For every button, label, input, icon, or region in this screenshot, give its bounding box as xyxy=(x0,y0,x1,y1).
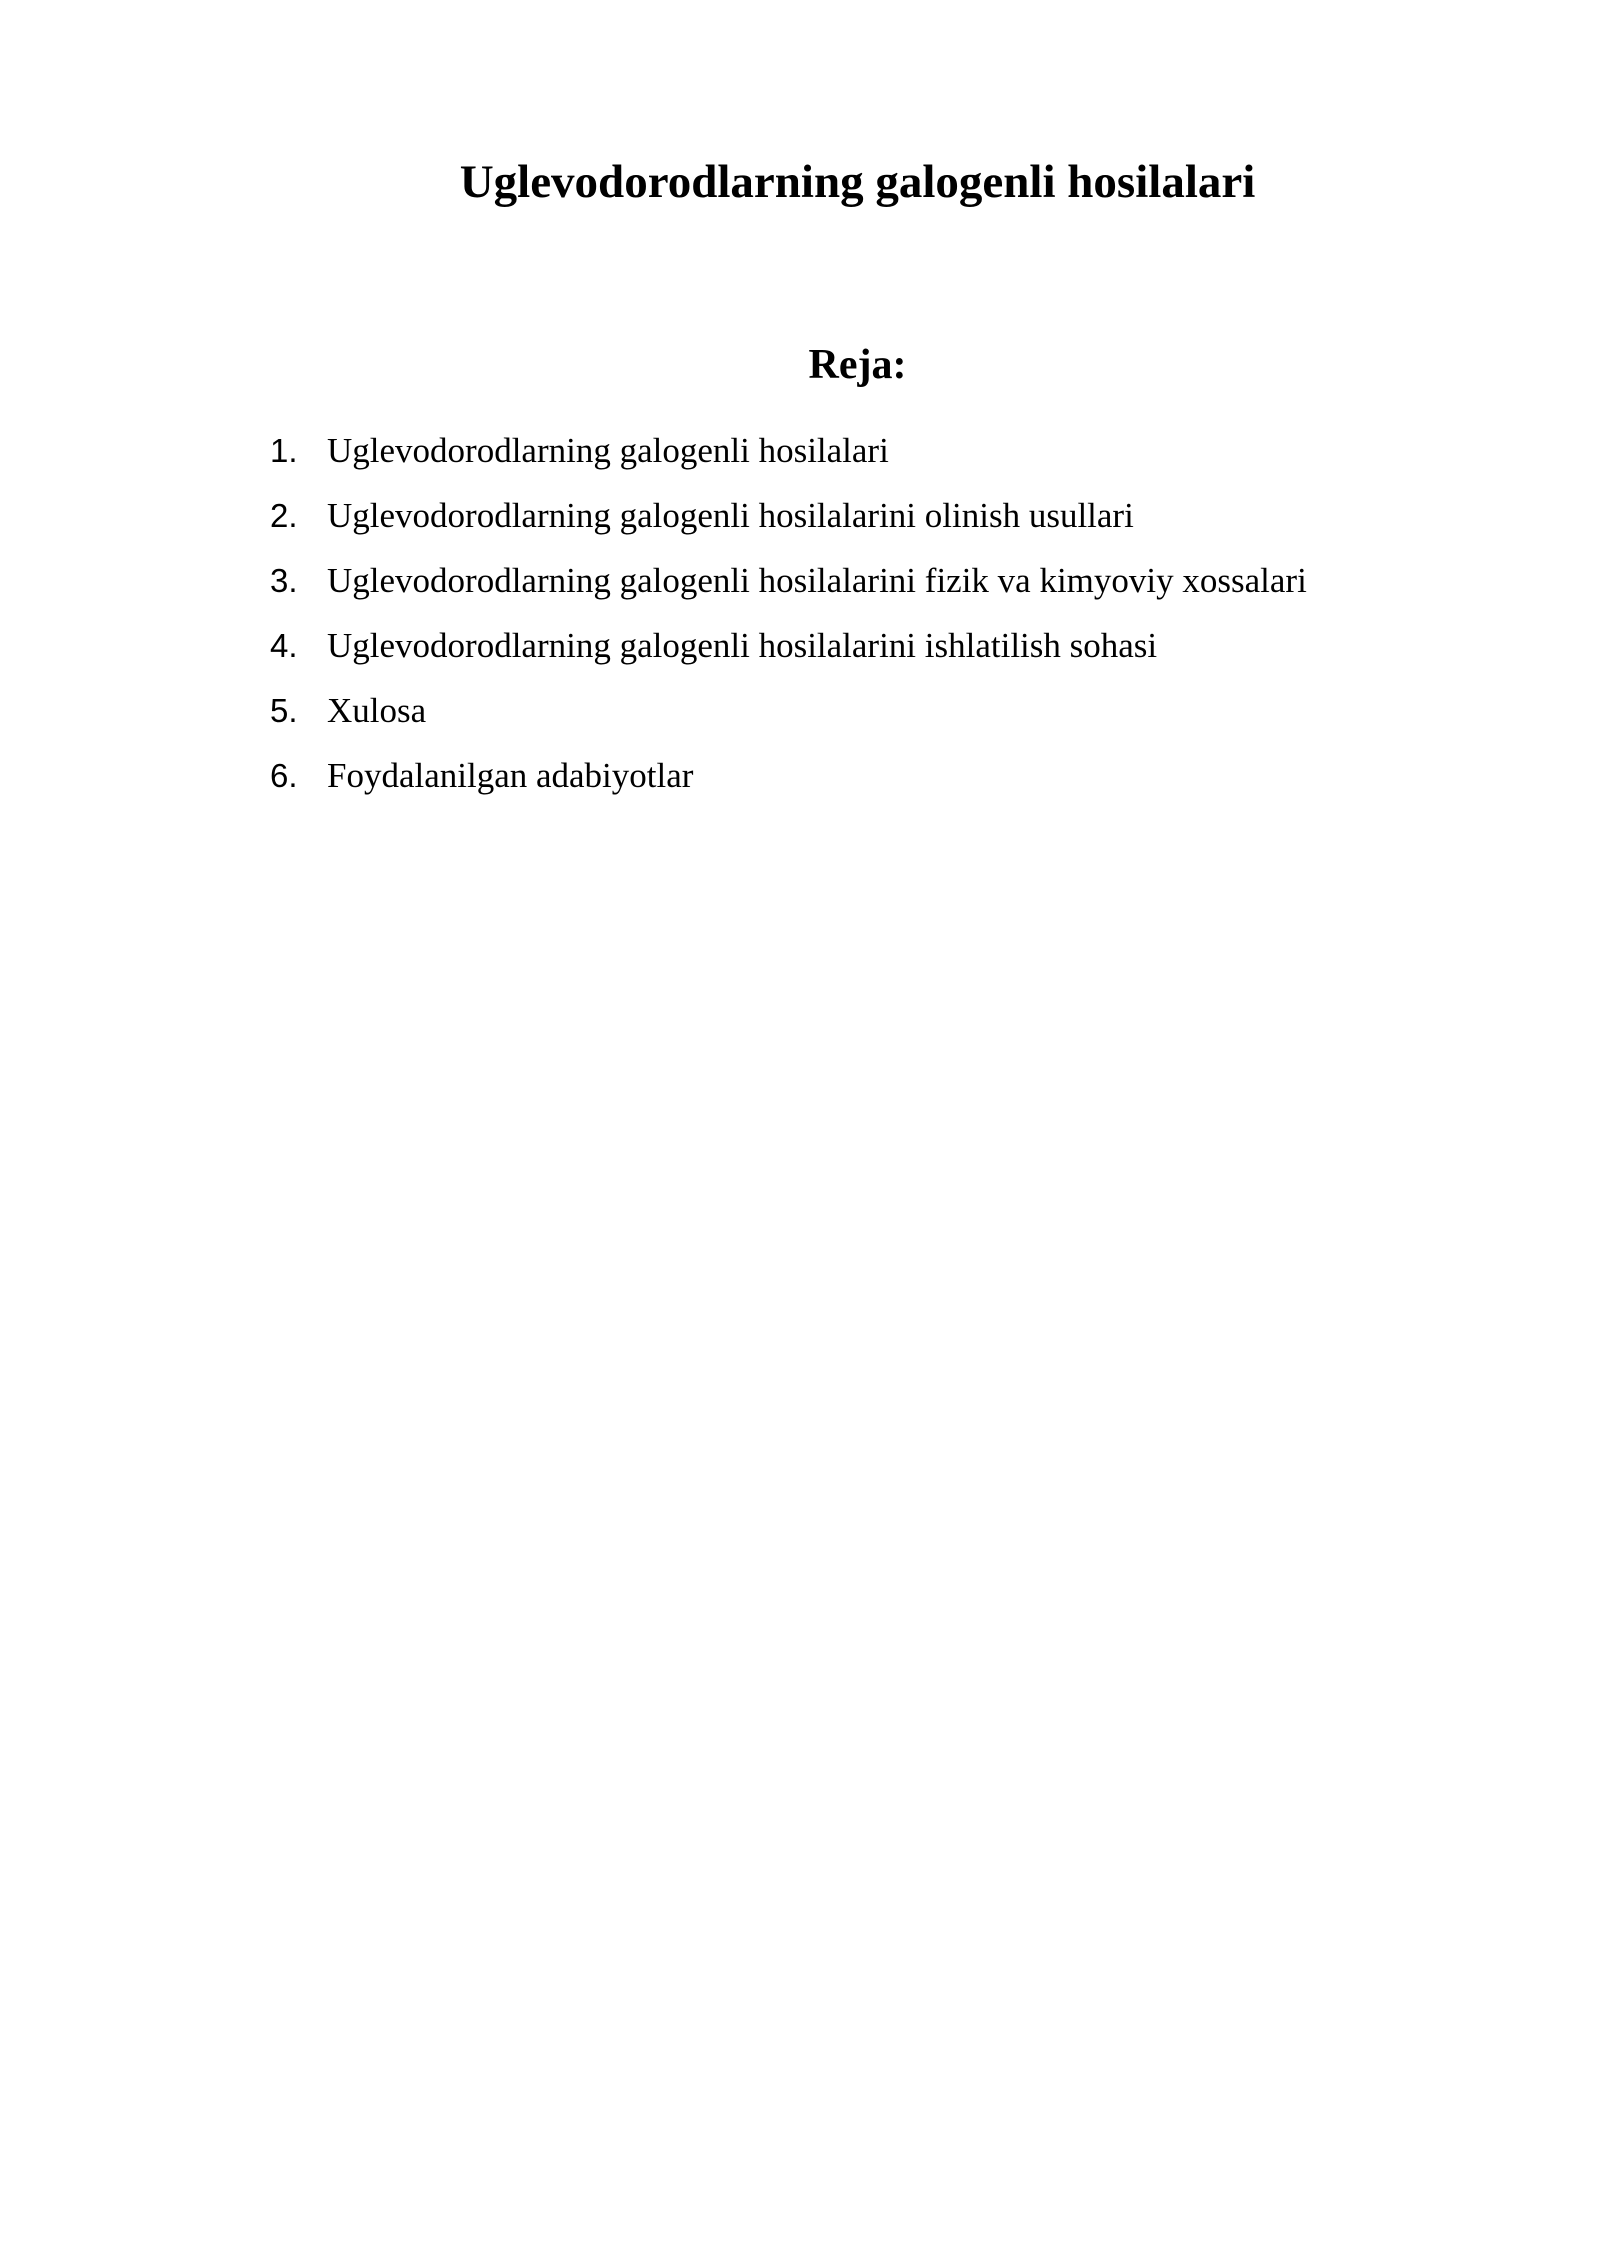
plan-item-text: Foydalanilgan adabiyotlar xyxy=(327,756,694,795)
plan-item-5 xyxy=(270,683,1307,748)
plan-item-2 xyxy=(270,488,1307,553)
plan-list xyxy=(270,423,1307,813)
plan-item-4 xyxy=(270,618,1307,683)
plan-item-1 xyxy=(270,423,1307,488)
plan-item-number: 1. xyxy=(270,432,298,469)
plan-item-text: Xulosa xyxy=(327,691,427,730)
plan-item-number: 4. xyxy=(270,627,298,664)
plan-item-number: 5. xyxy=(270,692,298,729)
plan-item-3 xyxy=(270,553,1307,618)
plan-item-text: Uglevodorodlarning galogenli hosilalarini ishlatilish sohasi xyxy=(327,626,1158,665)
plan-item-text: Uglevodorodlarning galogenli hosilalari xyxy=(327,431,889,470)
plan-item-6 xyxy=(270,748,1307,813)
plan-item-text: Uglevodorodlarning galogenli hosilalarini fizik va kimyoviy xossalari xyxy=(327,561,1307,600)
plan-item-number: 2. xyxy=(270,497,298,534)
plan-item-number: 3. xyxy=(270,562,298,599)
plan-item-text: Uglevodorodlarning galogenli hosilalarini olinish usullari xyxy=(327,496,1134,535)
plan-item-number: 6. xyxy=(270,757,298,794)
plan-heading: Reja: xyxy=(808,342,907,388)
document-title: Uglevodorodlarning galogenli hosilalari xyxy=(459,156,1256,208)
